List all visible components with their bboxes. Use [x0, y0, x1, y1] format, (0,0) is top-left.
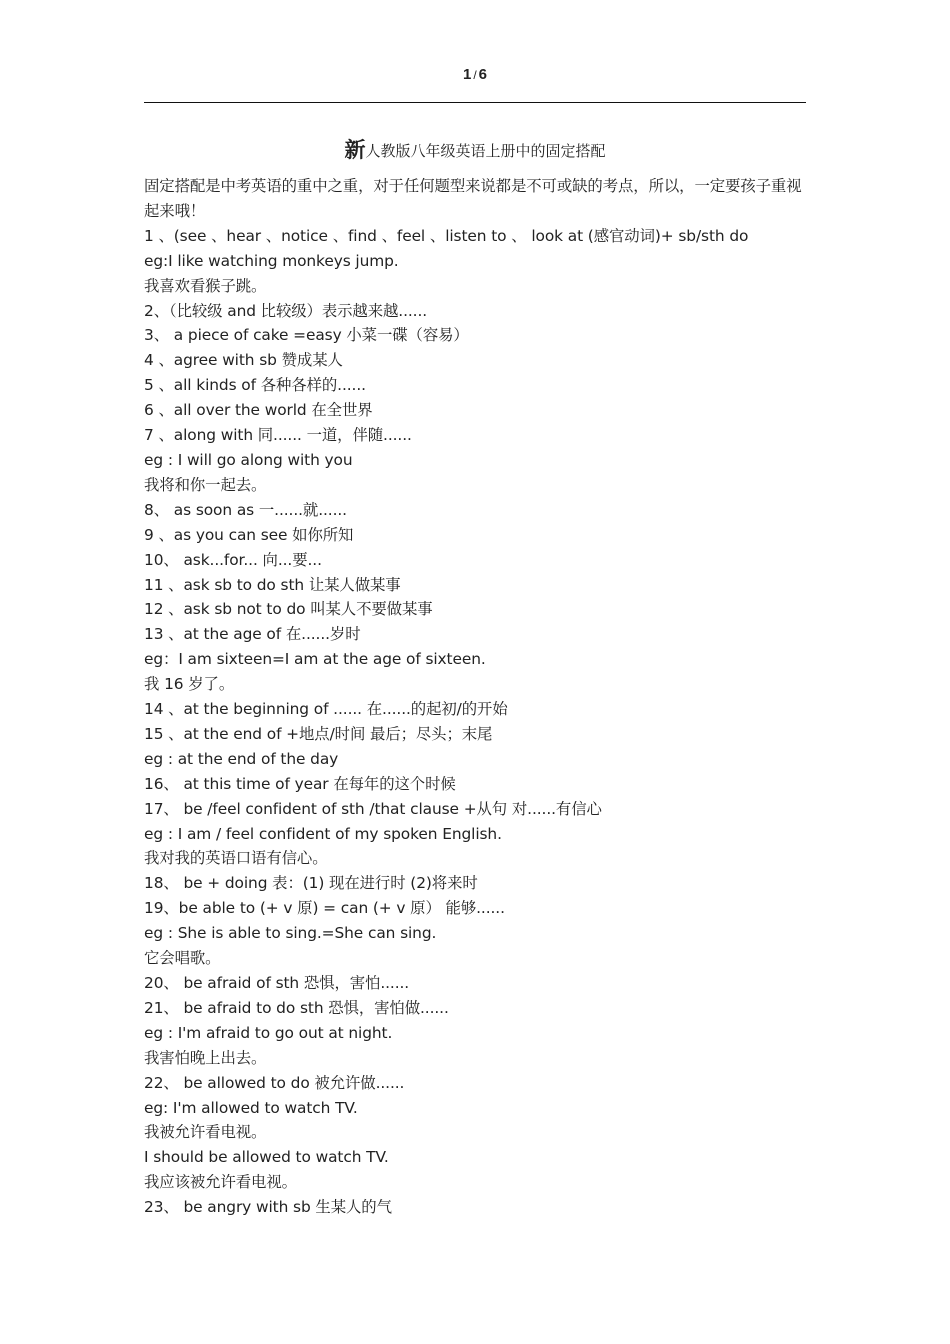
content-line: 7 、along with 同...... 一道，伴随......	[144, 426, 412, 445]
content-line: 11 、ask sb to do sth 让某人做某事	[144, 575, 401, 594]
content-line: 我对我的英语口语有信心。	[144, 849, 328, 868]
content-line: 20、 be afraid of sth 恐惧，害怕......	[144, 974, 410, 992]
content-line: 21、 be afraid to do sth 恐惧，害怕做......	[144, 998, 449, 1017]
page-total: 6	[478, 66, 488, 83]
document-title	[144, 136, 806, 165]
content-line: 14 、at the beginning of ...... 在......的起初/的开始	[144, 700, 508, 719]
content-line: 19、be able to (+ v 原) = can (+ v 原） 能够......	[144, 899, 505, 918]
content-line: 我应该被允许看电视。	[144, 1173, 297, 1192]
content-line: eg : at the end of the day	[144, 749, 339, 768]
page-separator: /	[473, 68, 477, 82]
content-line: 5 、all kinds of 各种各样的......	[144, 376, 366, 395]
content-line: 16、 at this time of year 在每年的这个时候	[144, 774, 456, 793]
content-line: 4 、agree with sb 赞成某人	[144, 351, 343, 370]
content-line: 1 、(see 、hear 、notice 、find 、feel 、listen to 、 look at (感官动词)+ sb/sth do	[144, 226, 749, 245]
document-body	[144, 174, 808, 1220]
title-lead-char: 新	[344, 138, 366, 162]
content-line: 13 、at the age of 在......岁时	[144, 625, 361, 644]
content-line: I should be allowed to watch TV.	[144, 1148, 389, 1167]
content-line: 8、 as soon as 一......就......	[144, 500, 347, 519]
content-line: 我 16 岁了。	[144, 675, 235, 694]
content-line: eg : I am / feel confident of my spoken English.	[144, 824, 502, 843]
content-line: 15 、at the end of +地点/时间 最后；尽头；末尾	[144, 724, 493, 743]
content-line: 22、 be allowed to do 被允许做......	[144, 1073, 405, 1092]
intro-paragraph: 固定搭配是中考英语的重中之重，对于任何题型来说都是不可或缺的考点，所以，一定要孩子重视起来哦！	[144, 177, 802, 220]
content-line: 我害怕晚上出去。	[144, 1048, 267, 1067]
content-line: 我被允许看电视。	[144, 1123, 267, 1142]
content-line: eg：I am sixteen=I am at the age of sixteen.	[144, 650, 486, 669]
content-line: eg : I'm afraid to go out at night.	[144, 1023, 393, 1042]
header-divider	[144, 102, 806, 103]
content-line: eg:I like watching monkeys jump.	[144, 251, 399, 270]
content-line: eg: I'm allowed to watch TV.	[144, 1098, 358, 1117]
title-text: 人教版八年级英语上册中的固定搭配	[365, 142, 606, 160]
content-line: eg : She is able to sing.=She can sing.	[144, 924, 437, 943]
content-line: 6 、all over the world 在全世界	[144, 401, 373, 420]
content-line: 18、 be + doing 表：(1) 现在进行时 (2)将来时	[144, 874, 478, 893]
page-current: 1	[462, 66, 472, 83]
content-line: 9 、as you can see 如你所知	[144, 525, 354, 544]
content-line: 它会唱歌。	[144, 949, 221, 968]
content-line: 17、 be /feel confident of sth /that clause +从句 对......有信心	[144, 799, 602, 818]
content-line: 10、 ask...for... 向...要...	[144, 550, 322, 569]
content-line: 我喜欢看猴子跳。	[144, 276, 267, 295]
content-line: eg : I will go along with you	[144, 450, 353, 469]
content-line: 2、（比较级 and 比较级）表示越来越......	[144, 301, 428, 320]
content-line: 我将和你一起去。	[144, 475, 267, 494]
content-line: 12 、ask sb not to do 叫某人不要做某事	[144, 600, 433, 619]
content-line: 23、 be angry with sb 生某人的气	[144, 1198, 392, 1217]
content-line: 3、 a piece of cake =easy 小菜一碟（容易）	[144, 326, 469, 345]
page-number	[0, 66, 950, 83]
